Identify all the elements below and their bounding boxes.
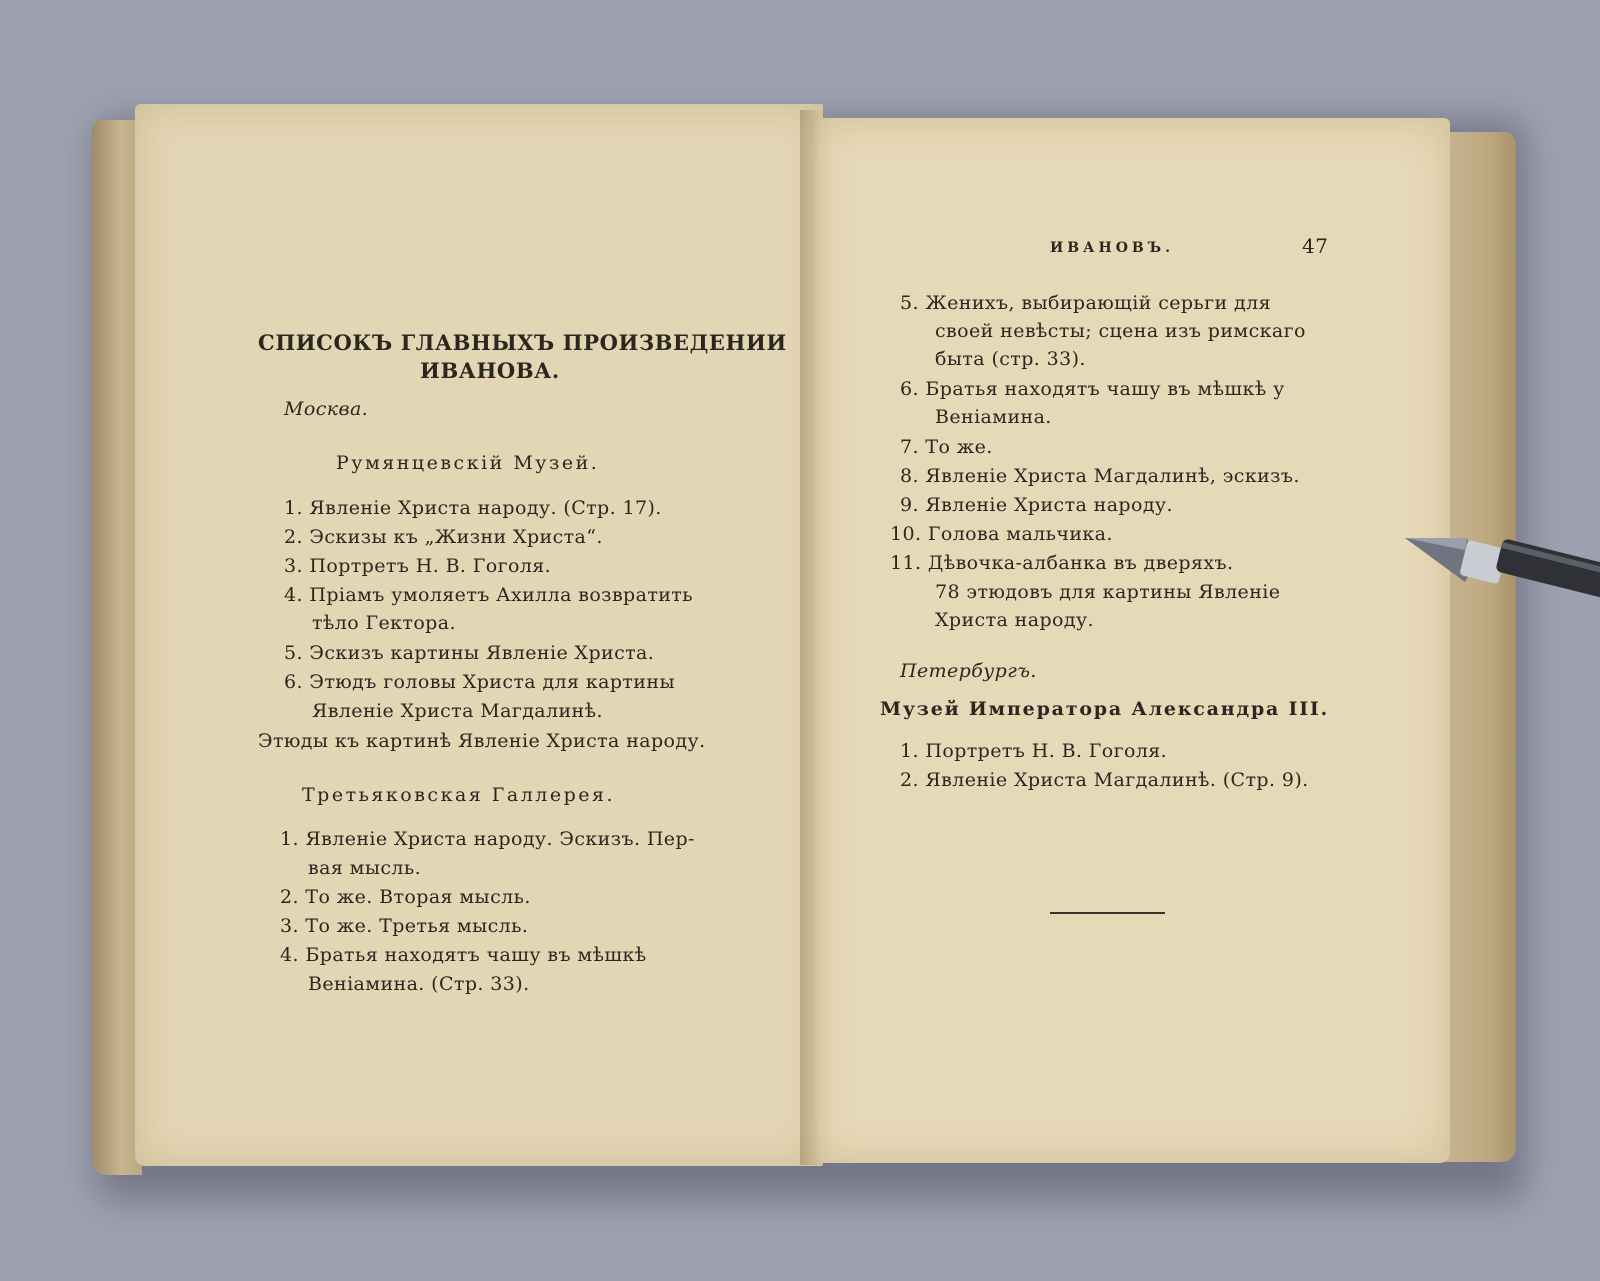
list-item: 11. Дѣвочка-албанка въ дверяхъ. [890,552,1234,574]
pen-icon [1405,520,1600,610]
list-item-continuation: Веніамина. (Стр. 33). [308,973,530,995]
list-item: 1. Явленіе Христа народу. Эскизъ. Пер- [280,828,695,850]
book-gutter [800,110,832,1165]
end-rule [1050,912,1165,914]
list-item: 2. То же. Вторая мысль. [280,886,531,908]
list-item: 10. Голова мальчика. [890,523,1113,545]
museum-alexander-iii: Музей Императора Александра III. [880,698,1330,720]
list-item-continuation: своей невѣсты; сцена изъ римскаго [935,320,1306,342]
right-page [810,118,1450,1163]
list-item: 4. Пріамъ умоляетъ Ахилла возвратить [284,584,693,606]
list-item-continuation: Веніамина. [935,406,1052,428]
list-item: 9. Явленіе Христа народу. [900,494,1173,516]
museum-tretyakov: Третьяковская Галлерея. [302,784,616,806]
list-item: 8. Явленіе Христа Магдалинѣ, эскизъ. [900,465,1300,487]
list-item: 3. То же. Третья мысль. [280,915,529,937]
list-title-line2: ИВАНОВА. [420,358,560,383]
left-page [135,104,823,1166]
list-item-continuation: тѣло Гектора. [312,612,456,634]
list-item: 1. Явленіе Христа народу. (Стр. 17). [284,497,662,519]
studies-line: Этюды къ картинѣ Явленіе Христа народу. [258,730,706,752]
city-petersburg: Петербургъ. [900,660,1037,682]
list-item: 1. Портретъ Н. В. Гоголя. [900,740,1168,762]
list-item: 5. Эскизъ картины Явленіе Христа. [284,642,655,664]
museum-rumyantsev: Румянцевскій Музей. [336,452,600,474]
list-item: 4. Братья находятъ чашу въ мѣшкѣ [280,944,647,966]
list-item: 6. Этюдъ головы Христа для картины [284,671,675,693]
list-item: 6. Братья находятъ чашу въ мѣшкѣ у [900,378,1285,400]
list-item-continuation: вая мысль. [308,857,422,879]
studies-line: 78 этюдовъ для картины Явленіе [935,581,1281,603]
list-title-line1: СПИСОКЪ ГЛАВНЫХЪ ПРОИЗВЕДЕНИИ [258,330,787,355]
studies-line: Христа народу. [935,609,1094,631]
list-item: 3. Портретъ Н. В. Гоголя. [284,555,552,577]
list-item: 2. Эскизы къ „Жизни Христа“. [284,526,603,548]
list-item: 7. То же. [900,436,993,458]
city-moscow: Москва. [284,398,369,420]
list-item: 2. Явленіе Христа Магдалинѣ. (Стр. 9). [900,769,1309,791]
page-number: 47 [1302,234,1329,258]
list-item-continuation: Явленіе Христа Магдалинѣ. [312,700,603,722]
list-item-continuation: быта (стр. 33). [935,348,1086,370]
list-item: 5. Женихъ, выбирающій серьги для [900,292,1271,314]
running-head: ИВАНОВЪ. [1050,240,1174,256]
